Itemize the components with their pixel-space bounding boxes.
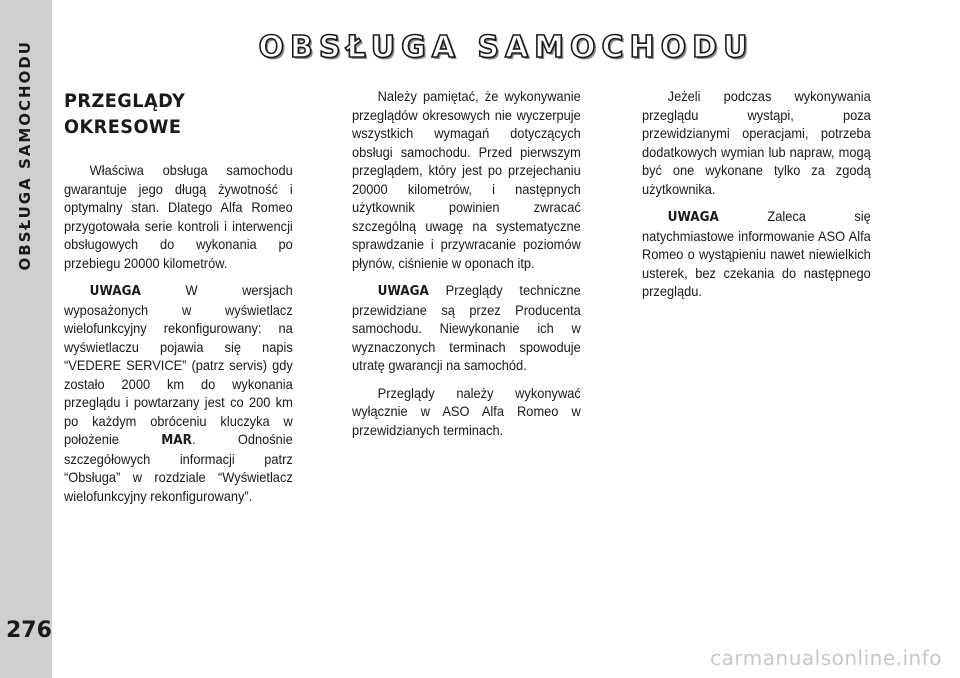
text-column-3 xyxy=(642,88,871,311)
section-heading-line2: OKRESOWE xyxy=(64,116,182,138)
note-text: Przeglądy techniczne przewidziane są przez Producenta samochodu. Niewykonanie ich w wyznaczonych terminach spowoduje utratę gwarancji na samochód. xyxy=(352,283,581,373)
section-heading xyxy=(64,88,293,140)
watermark: carmanualsonline.info xyxy=(710,646,942,670)
note-label: UWAGA xyxy=(377,284,429,299)
note-label: UWAGA xyxy=(89,284,141,299)
note-text: Zaleca się natychmiastowe informowanie ASO Alfa Romeo o wystąpieniu nawet niewielkich usterek, bez czekania do następnego przeglądu. xyxy=(642,209,871,299)
side-chapter-label: OBSŁUGA SAMOCHODU xyxy=(16,40,34,271)
page-number: 276 xyxy=(6,618,52,643)
side-strip xyxy=(0,0,52,678)
note-paragraph xyxy=(352,282,581,376)
paragraph: Należy pamiętać, że wykonywanie przeglądów okresowych nie wyczerpuje wszystkich wymagań dotyczących obsługi samochodu. Przed pierwszym przeglądem, który jest po przejechaniu 20000 kilometrów, i następnych użytkownik powinien zwracać szczególną uwagę na systematyczne sprawdzanie i przywracanie poziomów płynów, ciśnienie w oponach itp. xyxy=(352,89,581,271)
paragraph: Właściwa obsługa samochodu gwarantuje jego długą żywotność i optymalny stan. Dlatego Alfa Romeo przygotowała serie kontroli i interwencji obsługowych do wykonania po przebiegu 20000 kilometrów. xyxy=(64,163,293,271)
key-position-label: MAR xyxy=(161,433,192,448)
note-paragraph xyxy=(642,208,871,302)
note-text-tail: . Odnośnie szczegółowych informacji patrz “Obsługa” w rozdziale “Wyświetlacz wielofunkcyjny rekonfigurowany”. xyxy=(64,432,293,504)
note-text: W wersjach wyposażonych w wyświetlacz wielofunkcyjny rekonfigurowany: na wyświetlaczu pojawia się napis “VEDERE SERVICE” (patrz servis) gdy zostało 2000 km do wykonania przeglądu i powtarzany jest co 200 km po każdym obróceniu kluczyka w położenie xyxy=(64,283,293,447)
paragraph: Jeżeli podczas wykonywania przeglądu wystąpi, poza przewidzianymi operacjami, potrzeba dodatkowych wymian lub napraw, mogą być one wykonane tylko za zgodą użytkownika. xyxy=(642,89,871,197)
section-heading-line1: PRZEGLĄDY xyxy=(64,90,186,112)
text-column-2 xyxy=(352,88,581,449)
note-label: UWAGA xyxy=(667,210,719,225)
page-title: OBSŁUGA SAMOCHODU xyxy=(258,30,754,65)
note-paragraph xyxy=(64,282,293,506)
paragraph: Przeglądy należy wykonywać wyłącznie w ASO Alfa Romeo w przewidzianych terminach. xyxy=(352,385,581,438)
text-column-1 xyxy=(64,88,293,515)
